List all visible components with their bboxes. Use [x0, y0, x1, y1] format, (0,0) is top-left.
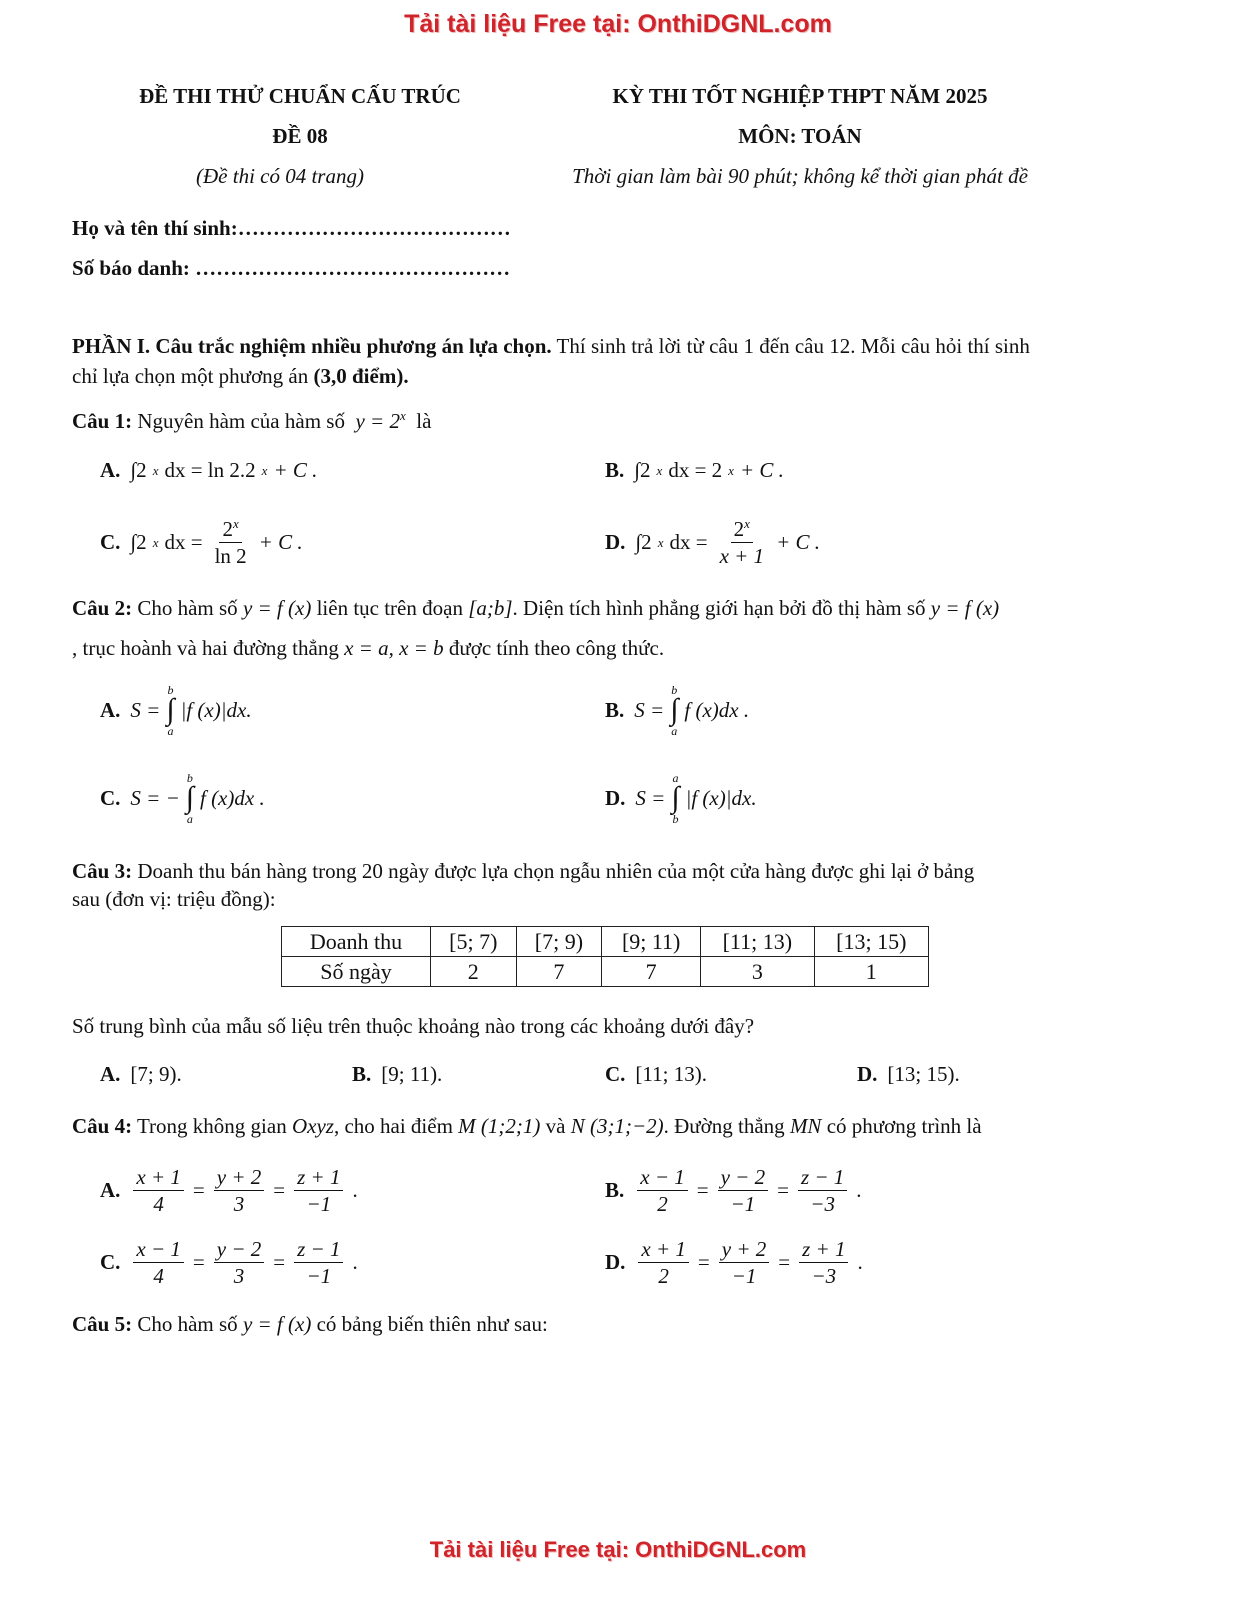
q4-option-c-label: C. [100, 1250, 121, 1275]
table-cell: 2 [431, 957, 517, 987]
q3-option-a[interactable] [100, 1062, 182, 1087]
q1-option-a-dx: dx = ln 2.2 [164, 458, 256, 482]
q2-option-d[interactable] [605, 772, 757, 825]
q2-option-c-upper: b [186, 771, 193, 785]
part1-instruction-line2 [72, 364, 409, 389]
q1-option-a-label: A. [100, 458, 121, 482]
q1-option-d-rhs: + C . [776, 530, 820, 555]
q1-option-c-num: 2 [222, 517, 233, 541]
q4-option-a-frac2: $\frac{y + 2}{3}$ [214, 1164, 265, 1218]
q1-option-a-exp: x [152, 462, 159, 478]
q1-formula: y = 2 [355, 409, 400, 433]
time-note: Thời gian làm bài 90 phút; không kể thời gian phát đề [572, 164, 1028, 188]
q3-option-b-label: B. [352, 1062, 372, 1086]
table-cell: [5; 7) [431, 927, 517, 957]
q2-option-d-label: D. [605, 785, 626, 810]
part1-heading [72, 334, 1152, 359]
table-cell: 3 [701, 957, 814, 987]
q3-option-d[interactable] [857, 1062, 960, 1087]
q2-option-d-pre: S = [635, 785, 666, 810]
q3-option-b-value: [9; 11). [381, 1062, 443, 1086]
q4-option-d-frac2: $\frac{y + 2}{-1}$ [719, 1236, 770, 1290]
q1-option-d-exp: x [657, 534, 664, 550]
q1-option-b[interactable] [605, 458, 784, 483]
q2-option-c-pre: S = − [130, 785, 180, 810]
subject-title: MÔN: TOÁN [738, 124, 862, 148]
table-cell: 7 [516, 957, 602, 987]
q2-text1: Cho hàm số [137, 596, 238, 620]
table-cell: [13; 15) [814, 927, 928, 957]
q4-text1: Trong không gian [136, 1114, 287, 1138]
q2-function-2: y = f (x) [930, 596, 1000, 620]
q5-function: y = f (x) [242, 1312, 312, 1336]
q5-text1: Cho hàm số [137, 1312, 238, 1336]
q4-option-a[interactable]: A. $\frac{x + 1}{4}$ = $\frac{y + 2}{3}$ = $\frac{z + 1}{-1}$ . [100, 1165, 358, 1217]
q1-option-a-lhs: ∫2 [130, 458, 147, 482]
q4-option-c-frac3: $\frac{z - 1}{-1}$ [294, 1236, 343, 1290]
q2-option-d-upper: a [672, 771, 679, 785]
q4-option-a-label: A. [100, 1178, 121, 1203]
q4-option-a-frac3: $\frac{z + 1}{-1}$ [294, 1164, 343, 1218]
q1-option-c-lhs: ∫2 [130, 530, 147, 555]
q1-option-a-exp2: x [261, 462, 268, 478]
q4-option-d-frac1: $\frac{x + 1}{2}$ [638, 1236, 689, 1290]
q4-and: và [545, 1114, 566, 1138]
q1-tail: là [416, 409, 432, 433]
exam-code: ĐỀ 08 [272, 124, 328, 148]
table-cell: Số ngày [282, 957, 431, 987]
q2-option-b-body: f (x)dx . [684, 697, 750, 722]
q2-option-b-upper: b [671, 683, 678, 697]
q1-option-a[interactable] [100, 458, 317, 483]
q3-option-b[interactable] [352, 1062, 442, 1087]
q1-option-b-label: B. [605, 458, 625, 482]
part1-instruction2: chỉ lựa chọn một phương án [72, 364, 309, 388]
q4-option-b-frac3: $\frac{z - 1}{-3}$ [798, 1164, 847, 1218]
integral-sign-icon: b ∫ a [166, 683, 175, 738]
q1-option-a-rhs: + C . [273, 458, 318, 482]
bottom-banner-link[interactable]: Tải tài liệu Free tại: OnthiDGNL.com [429, 1537, 807, 1562]
q3-option-a-label: A. [100, 1062, 121, 1086]
q1-stem [72, 408, 431, 434]
q1-option-b-rhs: + C . [739, 458, 784, 482]
q1-option-c-num-exp: x [232, 516, 239, 531]
q1-option-d-num: 2 [733, 517, 745, 541]
q2-option-b-label: B. [605, 697, 625, 722]
q4-option-b[interactable]: B. $\frac{x - 1}{2}$ = $\frac{y - 2}{-1}$ = $\frac{z - 1}{-3}$ . [605, 1165, 862, 1217]
q2-option-a-lower: a [167, 723, 174, 738]
candidate-name-dots: ………………………………… [237, 216, 511, 240]
q2-option-b-lower: a [671, 723, 678, 738]
q3-option-d-value: [13; 15). [887, 1062, 960, 1086]
q4-option-c-frac2: $\frac{y - 2}{3}$ [214, 1236, 265, 1290]
top-banner-link[interactable]: Tải tài liệu Free tại: OnthiDGNL.com [404, 10, 832, 38]
q3-text2: sau (đơn vị: triệu đồng): [72, 887, 276, 911]
q2-option-c[interactable] [100, 772, 265, 825]
q3-option-c-value: [11; 13). [635, 1062, 707, 1086]
table-cell: 1 [814, 957, 928, 987]
q4-text2: , cho hai điểm [333, 1114, 453, 1138]
q2-option-c-label: C. [100, 785, 121, 810]
candidate-id-line [72, 256, 510, 281]
q4-option-b-label: B. [605, 1178, 625, 1203]
candidate-name-label: Họ và tên thí sinh: [72, 216, 238, 240]
q1-option-d-den: x + 1 [719, 544, 765, 569]
q2-option-a-label: A. [100, 697, 121, 722]
q4-label: Câu 4: [72, 1114, 133, 1138]
q1-option-d-num-exp: x [744, 516, 750, 531]
q1-option-c-dx: dx = [164, 530, 203, 555]
q1-option-c-den: ln 2 [214, 544, 247, 569]
q5-stem [72, 1312, 548, 1337]
q2-line2b: được tính theo công thức. [448, 636, 665, 660]
q2-stem-line2 [72, 636, 664, 661]
q1-option-d-lhs: ∫2 [635, 530, 652, 555]
q3-question: Số trung bình của mẫu số liệu trên thuộc khoảng nào trong các khoảng dưới đây? [72, 1014, 755, 1038]
q2-lines: x = a, x = b [344, 636, 444, 660]
q4-point-n: N (3;1;−2) [570, 1114, 664, 1138]
q1-option-d-dx: dx = [669, 530, 708, 555]
q2-text3: . Diện tích hình phẳng giới hạn bởi đồ thị hàm số [512, 596, 926, 620]
q4-option-c[interactable]: C. $\frac{x - 1}{4}$ = $\frac{y - 2}{3}$ = $\frac{z - 1}{-1}$ . [100, 1237, 358, 1289]
left-header-title: ĐỀ THI THỬ CHUẨN CẤU TRÚC [139, 84, 461, 108]
q4-line-mn: MN [789, 1114, 822, 1138]
integral-sign-icon: b ∫ a [670, 683, 679, 738]
q4-space: Oxyz [291, 1114, 334, 1138]
part1-title: PHẦN I. Câu trắc nghiệm nhiều phương án lựa chọn. [72, 334, 552, 358]
table-cell: [7; 9) [516, 927, 602, 957]
q2-interval: [a;b] [468, 596, 513, 620]
q1-option-d-label: D. [605, 530, 626, 555]
q1-option-c-label: C. [100, 530, 121, 555]
q2-option-a-pre: S = [130, 697, 161, 722]
candidate-id-label: Số báo danh: [72, 256, 190, 280]
q2-option-b[interactable] [605, 684, 749, 737]
q3-option-a-value: [7; 9). [130, 1062, 182, 1086]
candidate-name-line [72, 216, 511, 241]
q4-option-d[interactable]: D. $\frac{x + 1}{2}$ = $\frac{y + 2}{-1}$ = $\frac{z + 1}{-3}$ . [605, 1237, 863, 1289]
q2-line2a: , trục hoành và hai đường thẳng [72, 636, 339, 660]
table-row [282, 957, 929, 987]
q1-option-c[interactable] [100, 516, 303, 570]
q1-exponent: x [399, 408, 406, 423]
q3-text1: Doanh thu bán hàng trong 20 ngày được lựa chọn ngẫu nhiên của một cửa hàng được ghi lại ở bảng [137, 859, 975, 883]
q2-function: y = f (x) [242, 596, 312, 620]
q4-stem [72, 1114, 982, 1139]
q3-stem [72, 859, 1142, 884]
q5-label: Câu 5: [72, 1312, 133, 1336]
q2-option-a[interactable] [100, 684, 252, 737]
q4-option-d-label: D. [605, 1250, 626, 1275]
q2-text2: liên tục trên đoạn [316, 596, 463, 620]
q3-label: Câu 3: [72, 859, 133, 883]
q1-option-d-fraction [717, 516, 768, 570]
integral-sign-icon: b ∫ a [185, 771, 194, 826]
table-cell: Doanh thu [282, 927, 431, 957]
q1-option-b-dx: dx = 2 [668, 458, 723, 482]
q4-option-d-frac3: $\frac{z + 1}{-3}$ [799, 1236, 848, 1290]
q2-label: Câu 2: [72, 596, 133, 620]
q1-option-d[interactable] [605, 516, 820, 570]
q4-point-m: M (1;2;1) [458, 1114, 541, 1138]
q2-option-b-pre: S = [634, 697, 665, 722]
q4-option-a-frac1: $\frac{x + 1}{4}$ [133, 1164, 184, 1218]
q3-option-c[interactable] [605, 1062, 707, 1087]
part1-instruction: Thí sinh trả lời từ câu 1 đến câu 12. Mỗi câu hỏi thí sinh [556, 334, 1030, 358]
q4-option-b-frac2: $\frac{y - 2}{-1}$ [718, 1164, 769, 1218]
q2-option-d-lower: b [672, 811, 679, 826]
q4-option-c-frac1: $\frac{x - 1}{4}$ [133, 1236, 184, 1290]
q1-option-c-fraction [212, 516, 250, 570]
q1-label: Câu 1: [72, 409, 133, 433]
q2-option-c-body: f (x)dx . [199, 785, 265, 810]
q1-text: Nguyên hàm của hàm số [137, 409, 345, 433]
table-row [282, 927, 929, 957]
q2-option-a-body: |f (x)|dx. [180, 697, 252, 722]
q5-text2: có bảng biến thiên như sau: [316, 1312, 548, 1336]
page-count-note: (Đề thi có 04 trang) [196, 164, 364, 188]
candidate-id-dots: ……………………………………… [195, 256, 511, 280]
q4-text4: có phương trình là [826, 1114, 982, 1138]
q1-option-c-rhs: + C . [258, 530, 303, 555]
q2-stem [72, 596, 1152, 621]
q1-option-c-exp: x [152, 534, 159, 550]
q4-option-b-frac1: $\frac{x - 1}{2}$ [637, 1164, 688, 1218]
q1-option-b-lhs: ∫2 [634, 458, 651, 482]
table-cell: [9; 11) [602, 927, 701, 957]
q2-option-d-body: |f (x)|dx. [685, 785, 757, 810]
q4-text3: . Đường thẳng [663, 1114, 785, 1138]
q1-option-b-exp2: x [728, 462, 734, 478]
q1-option-b-exp: x [656, 462, 663, 478]
part1-points: (3,0 điểm). [313, 364, 409, 388]
q2-option-a-upper: b [167, 683, 174, 697]
table-cell: 7 [602, 957, 701, 987]
revenue-table [281, 926, 929, 987]
q3-option-d-label: D. [857, 1062, 878, 1086]
integral-sign-icon: a ∫ b [671, 771, 680, 826]
table-cell: [11; 13) [701, 927, 814, 957]
right-header-title: KỲ THI TỐT NGHIỆP THPT NĂM 2025 [612, 84, 988, 108]
q2-option-c-lower: a [186, 811, 193, 826]
q3-option-c-label: C. [605, 1062, 626, 1086]
